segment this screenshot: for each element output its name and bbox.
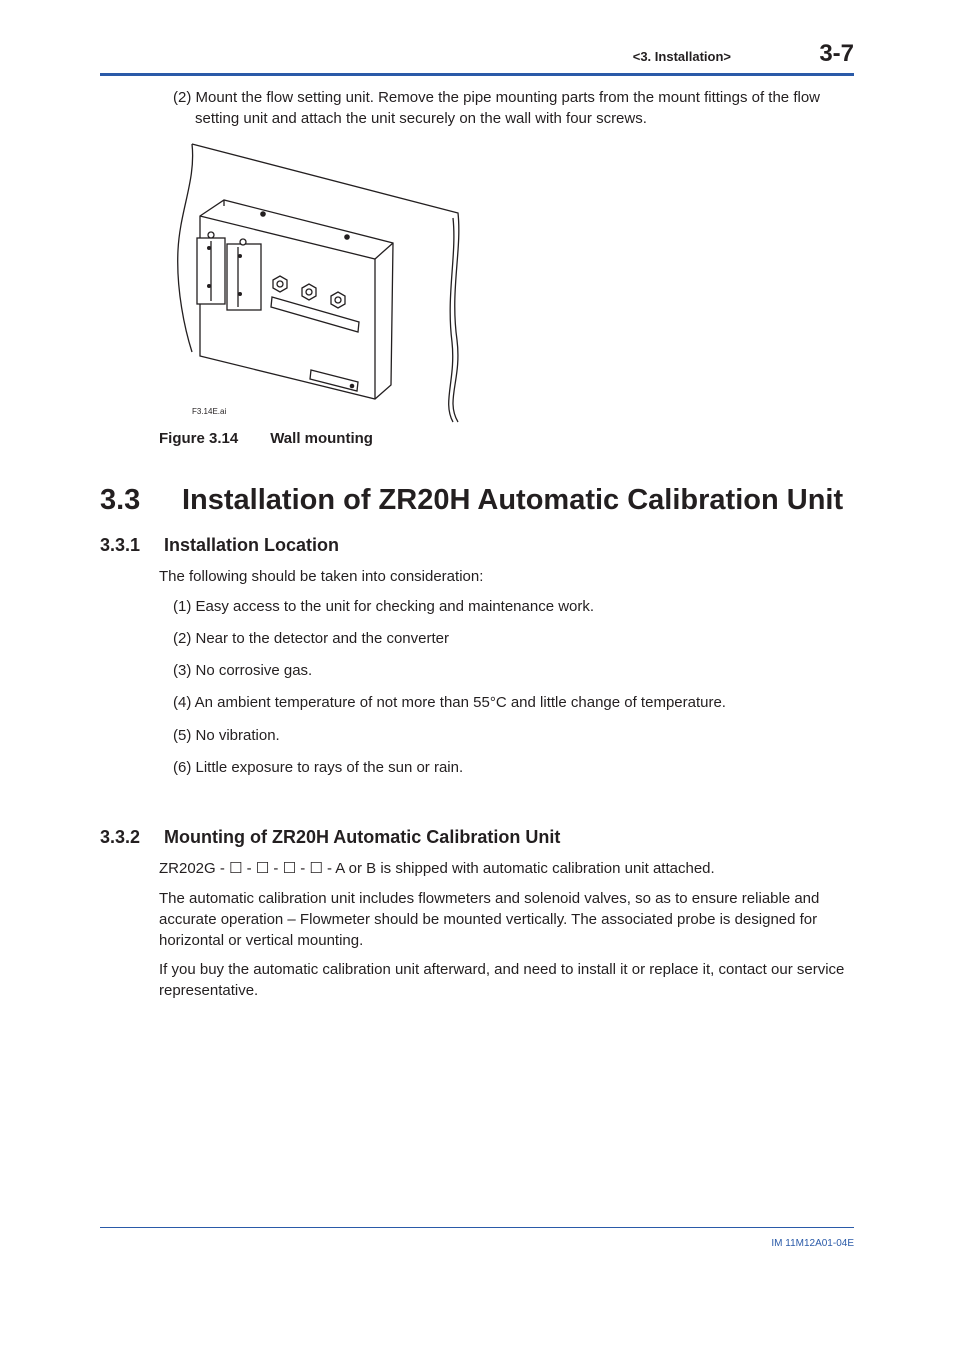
figure-caption (159, 430, 373, 447)
location-item: (2) Near to the detector and the converter (173, 630, 449, 647)
body-paragraph: ZR202G - ☐ - ☐ - ☐ - ☐ - A or B is shipped with automatic calibration unit attached. (159, 860, 715, 877)
subsection-1-number: 3.3.1 (100, 535, 141, 555)
header-section-label: <3. Installation> (632, 49, 731, 64)
subsection-2-number: 3.3.2 (100, 827, 141, 847)
body-paragraph: If you buy the automatic calibration unit afterward, and need to install it or replace it, contact our service representative. (159, 961, 845, 999)
document-code: IM 11M12A01-04E (771, 1238, 854, 1249)
footer-rule (100, 1227, 854, 1228)
location-item: (6) Little exposure to rays of the sun or rain. (173, 759, 464, 776)
subsection-2-title: Mounting of ZR20H Automatic Calibration Unit (164, 827, 561, 847)
flowmeter-right (227, 244, 261, 310)
header-rule (100, 73, 854, 76)
location-item: (5) No vibration. (173, 727, 280, 744)
page-number: 3-7 (819, 40, 854, 67)
figure-caption-number: Figure 3.14 (159, 430, 239, 447)
location-item: (3) No corrosive gas. (173, 662, 313, 679)
section-number: 3.3 (100, 484, 141, 516)
body-paragraph: The automatic calibration unit includes flowmeters and solenoid valves, so as to ensure reliable and accurate operation – Flowmeter should be mounted vertically. The associated probe is designed for horizontal or vertical mounting. (159, 890, 820, 949)
figure-caption-title: Wall mounting (270, 430, 373, 447)
wall-mounting-figure (170, 140, 470, 430)
subsection-1-title: Installation Location (164, 535, 340, 555)
subsection-1-lead: The following should be taken into consideration: (159, 568, 484, 585)
intro-step: (2) Mount the flow setting unit. Remove the pipe mounting parts from the mount fittings of the flow setting unit and attach the unit securely on the wall with four screws. (173, 89, 820, 127)
location-item: (1) Easy access to the unit for checking and maintenance work. (173, 598, 595, 615)
location-item: (4) An ambient temperature of not more than 55°C and little change of temperature. (173, 694, 726, 711)
section-title: Installation of ZR20H Automatic Calibration Unit (182, 484, 844, 516)
figure-file-label: F3.14E.ai (192, 407, 227, 416)
